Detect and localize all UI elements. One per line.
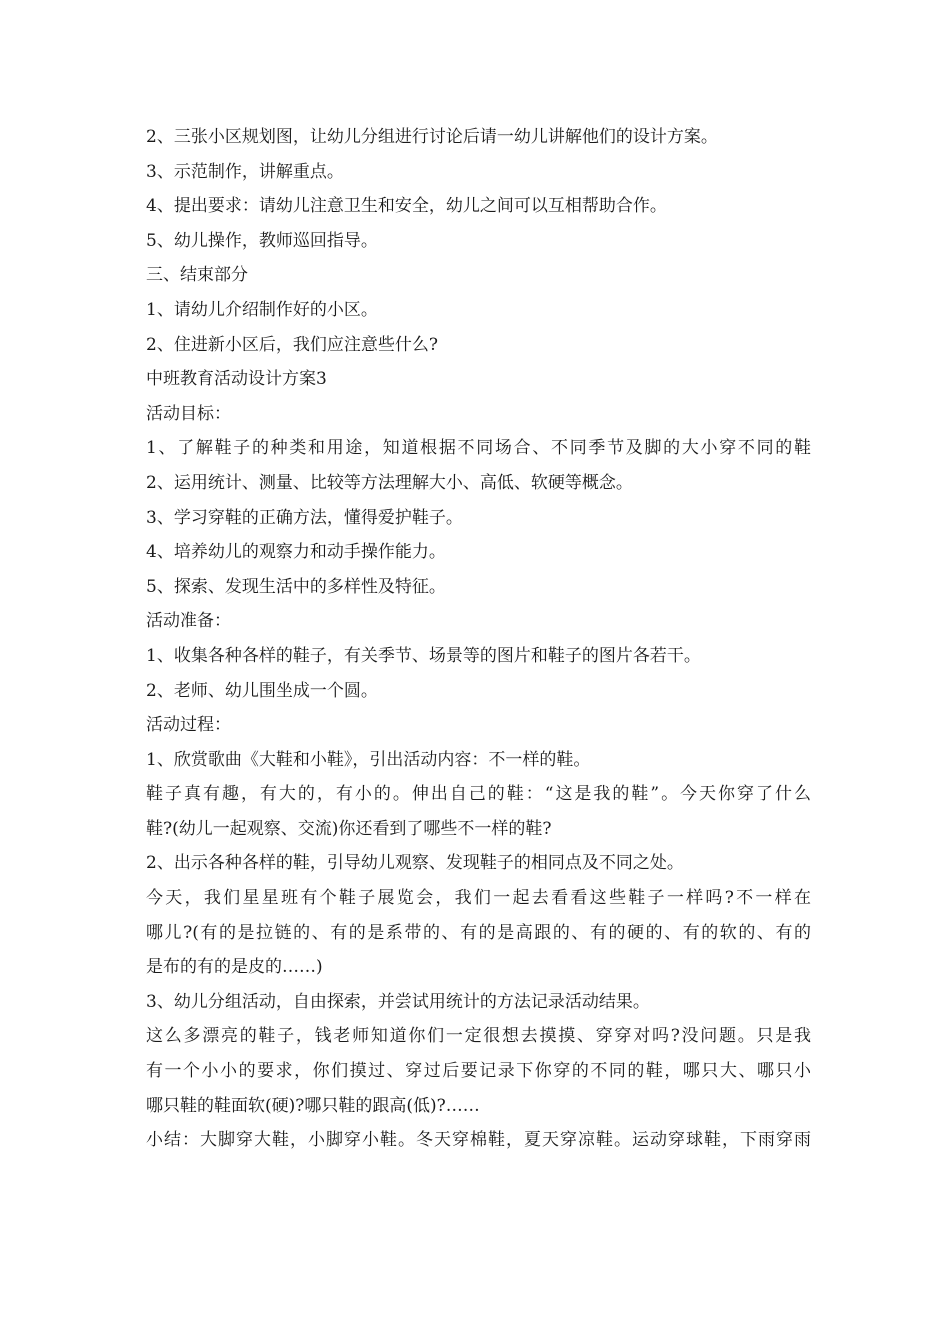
text-line: 中班教育活动设计方案3 <box>146 369 327 390</box>
text-line: 5、幼儿操作，教师巡回指导。 <box>146 230 378 251</box>
text-line: 活动准备： <box>146 611 231 632</box>
text-line: 三、结束部分 <box>146 265 248 286</box>
text-line: 这么多漂亮的鞋子，钱老师知道你们一定很想去摸摸、穿穿对吗?没问题。只是我 <box>146 1026 811 1047</box>
text-line: 有一个小小的要求，你们摸过、穿过后要记录下你穿的不同的鞋，哪只大、哪只小 <box>146 1061 811 1082</box>
text-line: 4、培养幼儿的观察力和动手操作能力。 <box>146 542 446 563</box>
text-line: 1、收集各种各样的鞋子，有关季节、场景等的图片和鞋子的图片各若干。 <box>146 645 701 666</box>
text-line: 3、示范制作，讲解重点。 <box>146 161 344 182</box>
text-line: 1、欣赏歌曲《大鞋和小鞋》，引出活动内容：不一样的鞋。 <box>146 749 591 770</box>
text-line: 是布的有的是皮的……) <box>146 957 323 978</box>
text-line: 1、了解鞋子的种类和用途，知道根据不同场合、不同季节及脚的大小穿不同的鞋 <box>146 438 811 459</box>
text-line: 3、学习穿鞋的正确方法，懂得爱护鞋子。 <box>146 507 463 528</box>
text-line: 3、幼儿分组活动，自由探索，并尝试用统计的方法记录活动结果。 <box>146 991 650 1012</box>
text-line: 鞋子真有趣，有大的，有小的。伸出自己的鞋：“这是我的鞋”。今天你穿了什么 <box>146 784 811 805</box>
text-line: 鞋?(幼儿一起观察、交流)你还看到了哪些不一样的鞋? <box>146 818 552 839</box>
text-line: 1、请幼儿介绍制作好的小区。 <box>146 299 378 320</box>
text-line: 活动目标： <box>146 403 231 424</box>
text-line: 活动过程： <box>146 715 231 736</box>
text-line: 2、出示各种各样的鞋，引导幼儿观察、发现鞋子的相同点及不同之处。 <box>146 853 684 874</box>
text-line: 今天，我们星星班有个鞋子展览会，我们一起去看看这些鞋子一样吗?不一样在 <box>146 888 811 909</box>
text-line: 2、三张小区规划图，让幼儿分组进行讨论后请一幼儿讲解他们的设计方案。 <box>146 127 718 147</box>
document-body <box>146 120 811 1158</box>
text-line: 哪儿?(有的是拉链的、有的是系带的、有的是高跟的、有的硬的、有的软的、有的 <box>146 922 811 943</box>
text-line: 哪只鞋的鞋面软(硬)?哪只鞋的跟高(低)?…… <box>146 1095 480 1116</box>
text-line: 2、老师、幼儿围坐成一个圆。 <box>146 680 378 701</box>
text-line: 小结：大脚穿大鞋，小脚穿小鞋。冬天穿棉鞋，夏天穿凉鞋。运动穿球鞋，下雨穿雨 <box>146 1130 811 1151</box>
text-line: 2、运用统计、测量、比较等方法理解大小、高低、软硬等概念。 <box>146 472 633 493</box>
text-line: 5、探索、发现生活中的多样性及特征。 <box>146 576 446 597</box>
text-line: 4、提出要求：请幼儿注意卫生和安全，幼儿之间可以互相帮助合作。 <box>146 196 667 217</box>
text-line: 2、住进新小区后，我们应注意些什么? <box>146 334 438 355</box>
